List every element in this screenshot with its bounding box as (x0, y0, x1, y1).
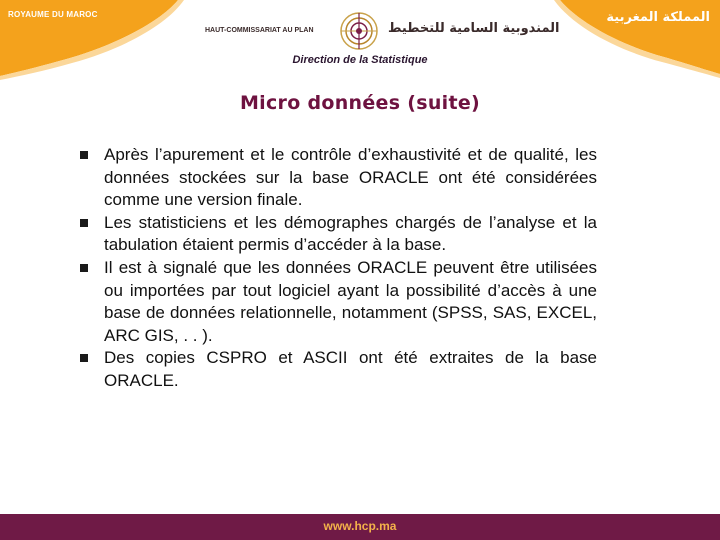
bullet-item (80, 144, 597, 212)
bullet-item (80, 212, 597, 257)
bullet-list (80, 144, 597, 393)
square-bullet-icon (80, 219, 88, 227)
kingdom-name-arabic: المملكة المغربية (606, 10, 710, 25)
bullet-text: Après l’apurement et le contrôle d’exhaustivité et de qualité, les données stockées sur la base ORACLE ont été considérées comme une version finale. (104, 145, 597, 210)
slide-title: Micro données (suite) (239, 92, 481, 114)
hcp-logo-icon (341, 13, 377, 49)
slide-header (0, 0, 720, 82)
bullet-item (80, 347, 597, 392)
direction-subtitle: Direction de la Statistique (292, 54, 428, 66)
footer-website-link[interactable]: www.hcp.ma (323, 519, 397, 533)
hcp-name-arabic: المندوبية السامية للتخطيط (388, 21, 560, 36)
footer-bar (0, 514, 720, 540)
hcp-name-french: HAUT-COMMISSARIAT AU PLAN (205, 27, 314, 34)
bullet-text: Les statisticiens et les démographes chargés de l’analyse et la tabulation étaient permis d’accéder à la base. (104, 212, 597, 255)
square-bullet-icon (80, 264, 88, 272)
bullet-text: Des copies CSPRO et ASCII ont été extraites de la base ORACLE. (104, 348, 597, 390)
square-bullet-icon (80, 151, 88, 159)
bullet-text: Il est à signalé que les données ORACLE peuvent être utilisées ou importées par tout logiciel ayant la possibilité d’accès à une base de données relationnelle, notamment (SPSS, SAS, EXCEL, ARC GIS, . . ). (104, 257, 597, 345)
bullet-item (80, 257, 597, 347)
kingdom-name-french: ROYAUME DU MAROC (8, 10, 98, 19)
square-bullet-icon (80, 354, 88, 362)
